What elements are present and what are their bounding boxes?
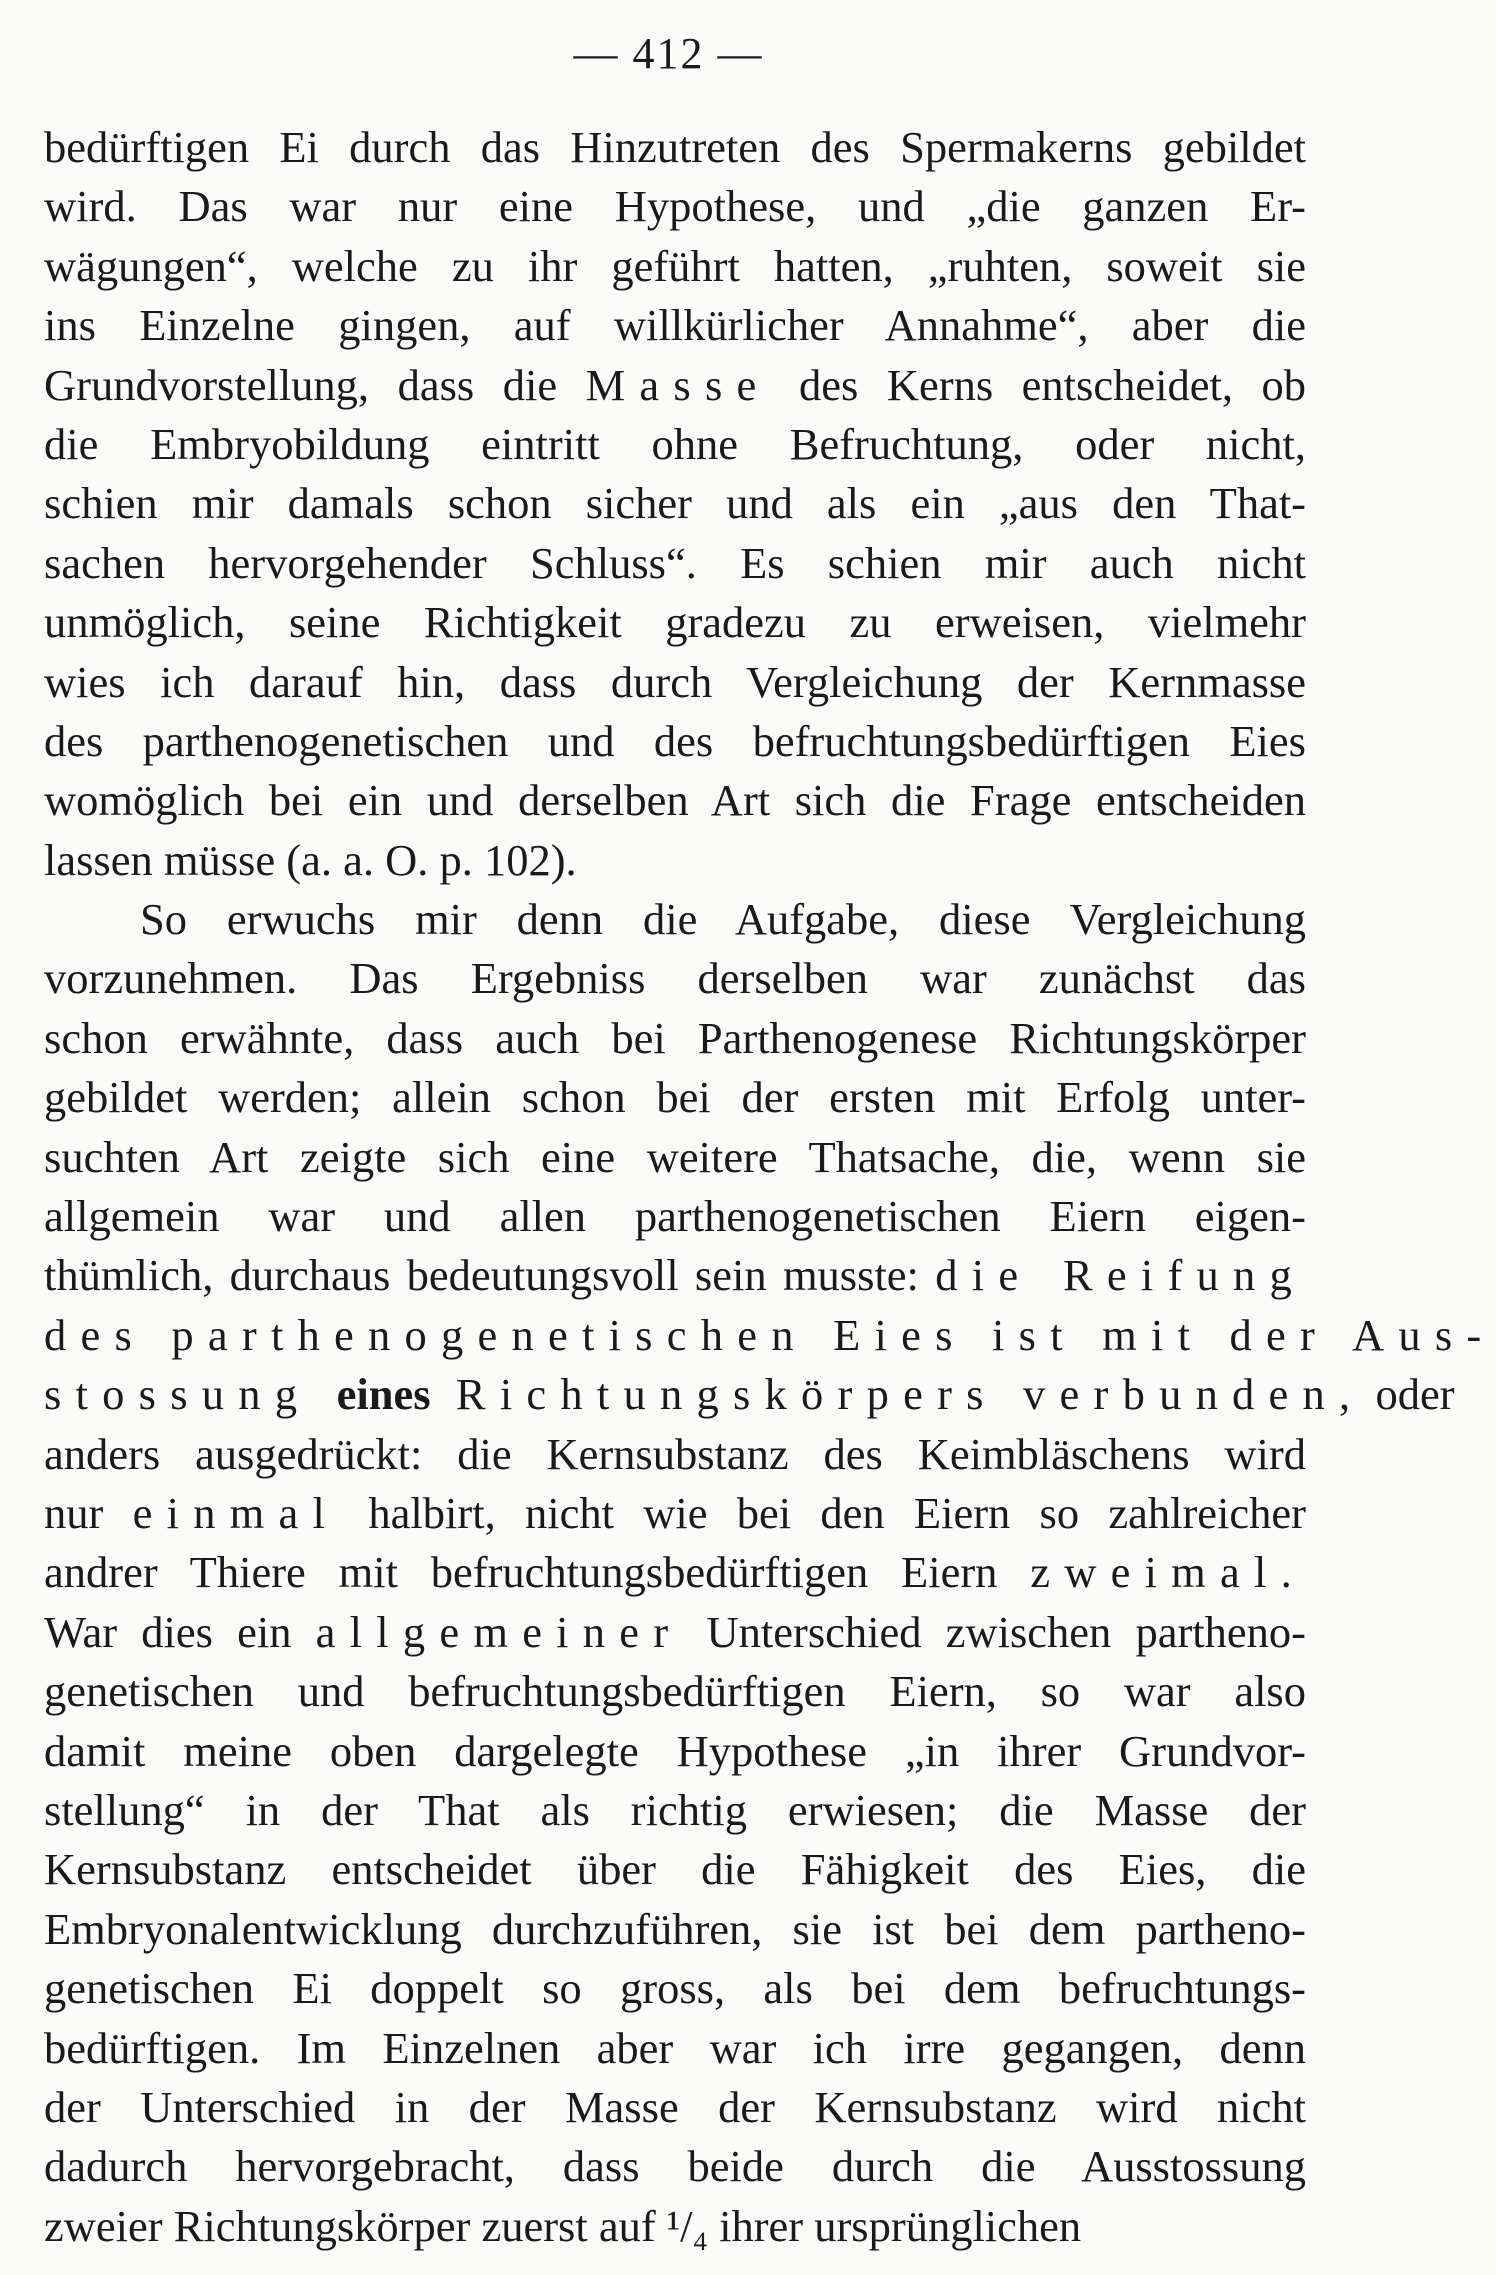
text-line	[44, 356, 1306, 415]
text-line	[44, 2137, 1306, 2196]
text-line	[44, 415, 1306, 474]
text-segment: des Kerns entscheidet, ob	[770, 359, 1306, 410]
text-line	[44, 1246, 1306, 1305]
text-segment: andrer Thiere mit befruchtungsbedürftigen Eiern	[44, 1547, 1031, 1598]
emphasized-text: einmal	[132, 1487, 340, 1538]
text-segment: des parthenogenetischen und des befruchtungsbedürftigen Eies	[44, 715, 1306, 766]
text-line	[44, 1662, 1306, 1721]
text-segment: ins Einzelne gingen, auf willkürlicher Annahme“, aber die	[44, 300, 1306, 351]
text-segment: War dies ein	[44, 1606, 316, 1657]
text-line	[44, 1840, 1306, 1899]
text-segment: schien mir damals schon sicher und als ein „aus den That-	[44, 478, 1306, 529]
emphasized-text: zweimal.	[1030, 1547, 1306, 1598]
text-segment: genetischen Ei doppelt so gross, als bei dem befruchtungs-	[44, 1963, 1306, 2014]
emphasized-text: Richtungskörpers verbunden,	[430, 1369, 1365, 1420]
text-line	[44, 593, 1306, 652]
emphasized-text: des parthenogenetischen Eies ist mit der Aus-	[44, 1309, 1496, 1360]
text-line	[44, 2197, 1306, 2256]
text-segment: halbirt, nicht wie bei den Eiern so zahlreicher	[339, 1487, 1306, 1538]
text-segment: wägungen“, welche zu ihr geführt hatten, „ruhten, soweit sie	[44, 240, 1306, 291]
text-line	[44, 1187, 1306, 1246]
text-segment: damit meine oben dargelegte Hypothese „in ihrer Grundvor-	[44, 1725, 1306, 1776]
text-segment: gebildet werden; allein schon bei der ersten mit Erfolg unter-	[44, 1072, 1306, 1123]
emphasized-text: die Reifung	[935, 1250, 1306, 1301]
text-segment: thümlich, durchaus bedeutungsvoll sein musste:	[44, 1250, 936, 1301]
text-segment: zweier Richtungskörper zuerst auf ¹/₄ ihrer ursprünglichen	[44, 2200, 1082, 2251]
text-segment: Embryonalentwicklung durchzuführen, sie ist bei dem partheno-	[44, 1903, 1306, 1954]
text-line	[44, 1543, 1306, 1602]
text-segment: schon erwähnte, dass auch bei Parthenogenese Richtungskörper	[44, 1012, 1306, 1063]
text-line	[44, 1603, 1306, 1662]
text-line	[44, 296, 1306, 355]
text-line	[44, 1306, 1496, 1365]
text-line	[44, 831, 1306, 890]
text-segment: nur	[44, 1487, 133, 1538]
text-line	[44, 118, 1306, 177]
text-line	[44, 1128, 1306, 1187]
text-line	[44, 1781, 1306, 1840]
text-segment: So erwuchs mir denn die Aufgabe, diese Vergleichung	[140, 894, 1306, 945]
text-segment: wird. Das war nur eine Hypothese, und „die ganzen Er-	[44, 181, 1306, 232]
text-segment: der Unterschied in der Masse der Kernsubstanz wird nicht	[44, 2081, 1306, 2132]
text-segment: Kernsubstanz entscheidet über die Fähigkeit des Eies, die	[44, 1844, 1306, 1895]
bold-text: eines	[336, 1369, 431, 1420]
text-segment: vorzunehmen. Das Ergebniss derselben war zunächst das	[44, 953, 1306, 1004]
text-line	[44, 653, 1306, 712]
text-segment: sachen hervorgehender Schluss“. Es schien mir auch nicht	[44, 537, 1306, 588]
text-line	[44, 1484, 1306, 1543]
text-line	[44, 2019, 1306, 2078]
text-segment: oder	[1364, 1369, 1455, 1420]
text-line	[44, 237, 1306, 296]
emphasized-text: Masse	[585, 359, 771, 410]
text-line	[44, 1959, 1306, 2018]
emphasized-text: stossung	[44, 1369, 337, 1420]
text-segment: dadurch hervorgebracht, dass beide durch die Ausstossung	[44, 2141, 1306, 2192]
text-line	[44, 771, 1306, 830]
text-segment: bedürftigen. Im Einzelnen aber war ich irre gegangen, denn	[44, 2022, 1306, 2073]
text-segment: suchten Art zeigte sich eine weitere Thatsache, die, wenn sie	[44, 1131, 1306, 1182]
text-segment: bedürftigen Ei durch das Hinzutreten des Spermakerns gebildet	[44, 122, 1306, 172]
text-segment: allgemein war und allen parthenogenetischen Eiern eigen-	[44, 1191, 1306, 1242]
text-line	[44, 1068, 1306, 1127]
text-segment: Grundvorstellung, dass die	[44, 359, 586, 410]
text-segment: womöglich bei ein und derselben Art sich die Frage entscheiden	[44, 775, 1306, 826]
page-number: — 412 —	[573, 29, 764, 78]
text-segment: stellung“ in der That als richtig erwiesen; die Masse der	[44, 1784, 1306, 1835]
body-text	[44, 118, 1496, 2256]
text-segment: Unterschied zwischen partheno-	[682, 1606, 1306, 1657]
text-line	[44, 534, 1306, 593]
emphasized-text: allgemeiner	[315, 1606, 683, 1657]
text-line	[44, 177, 1306, 236]
text-segment: lassen müsse (a. a. O. p. 102).	[44, 834, 577, 885]
text-line	[44, 2078, 1306, 2137]
text-line	[44, 1425, 1306, 1484]
text-segment: die Embryobildung eintritt ohne Befruchtung, oder nicht,	[44, 418, 1306, 469]
text-line	[44, 712, 1306, 771]
text-segment: wies ich darauf hin, dass durch Vergleichung der Kernmasse	[44, 656, 1306, 707]
text-line	[44, 1900, 1306, 1959]
text-segment: unmöglich, seine Richtigkeit gradezu zu erweisen, vielmehr	[44, 597, 1306, 648]
text-line	[44, 1365, 1455, 1424]
text-segment: genetischen und befruchtungsbedürftigen Eiern, so war also	[44, 1666, 1306, 1717]
text-line	[44, 1722, 1306, 1781]
text-segment: anders ausgedrückt: die Kernsubstanz des Keimbläschens wird	[44, 1428, 1306, 1479]
text-line	[44, 1009, 1306, 1068]
text-line	[44, 474, 1306, 533]
text-line	[44, 949, 1306, 1008]
text-line	[44, 890, 1306, 949]
